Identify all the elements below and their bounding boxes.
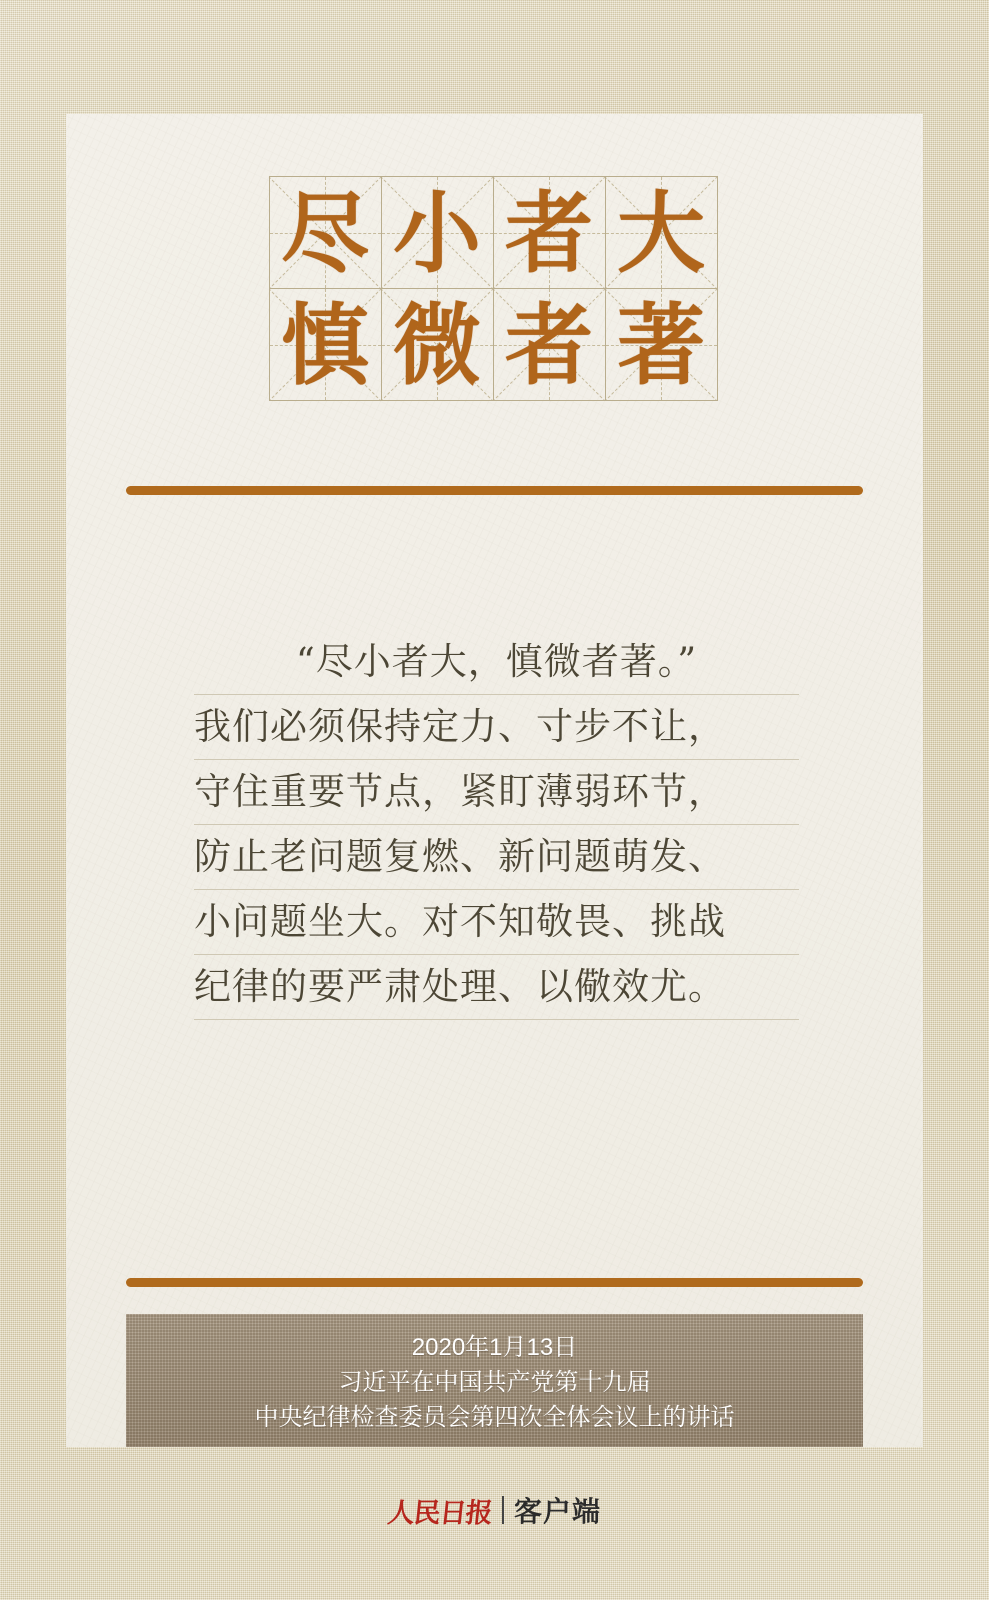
title-grid-row xyxy=(269,288,721,400)
title-char: 大 xyxy=(616,180,705,285)
title-char: 慎 xyxy=(280,292,369,397)
logo-app-label: 客户端 xyxy=(513,1496,601,1527)
title-char: 者 xyxy=(504,180,593,285)
title-char: 微 xyxy=(392,292,481,397)
quote-line: 守住重要节点，紧盯薄弱环节， xyxy=(194,760,799,825)
publisher-logo xyxy=(0,1490,989,1530)
peoples-daily-logo-icon: 人民日报 xyxy=(386,1497,494,1529)
quote-line: 纪律的要严肃处理、以儆效尤。 xyxy=(194,955,799,1020)
caption-occasion-line: 中央纪律检查委员会第四次全体会议上的讲话 xyxy=(254,1404,735,1431)
quote-line: 防止老问题复燃、新问题萌发、 xyxy=(194,825,799,890)
title-grid-cell xyxy=(269,176,382,289)
divider-rule-top xyxy=(126,486,863,495)
logo-divider xyxy=(502,1496,504,1524)
title-grid-cell xyxy=(493,288,606,401)
caption-speaker-line: 习近平在中国共产党第十九届 xyxy=(338,1369,651,1396)
title-grid-row xyxy=(269,176,721,288)
title-grid-cell xyxy=(269,288,382,401)
title-char: 小 xyxy=(392,180,481,285)
title-grid-cell xyxy=(381,176,494,289)
quote-line: 小问题坐大。对不知敬畏、挑战 xyxy=(194,890,799,955)
source-caption-band xyxy=(126,1314,863,1447)
quote-line: 我们必须保持定力、寸步不让， xyxy=(194,695,799,760)
title-grid-cell xyxy=(605,288,718,401)
title-grid-cell xyxy=(381,288,494,401)
quote-line: “尽小者大，慎微者著。” xyxy=(194,630,799,695)
divider-rule-bottom xyxy=(126,1278,863,1287)
paper-card xyxy=(66,114,923,1447)
title-grid-cell xyxy=(605,176,718,289)
calligraphy-title-grid xyxy=(269,176,721,400)
title-char: 者 xyxy=(504,292,593,397)
title-grid-cell xyxy=(493,176,606,289)
caption-date: 2020年1月13日 xyxy=(411,1334,578,1361)
title-char: 尽 xyxy=(280,180,369,285)
title-char: 著 xyxy=(616,292,705,397)
quote-block xyxy=(194,630,799,1020)
